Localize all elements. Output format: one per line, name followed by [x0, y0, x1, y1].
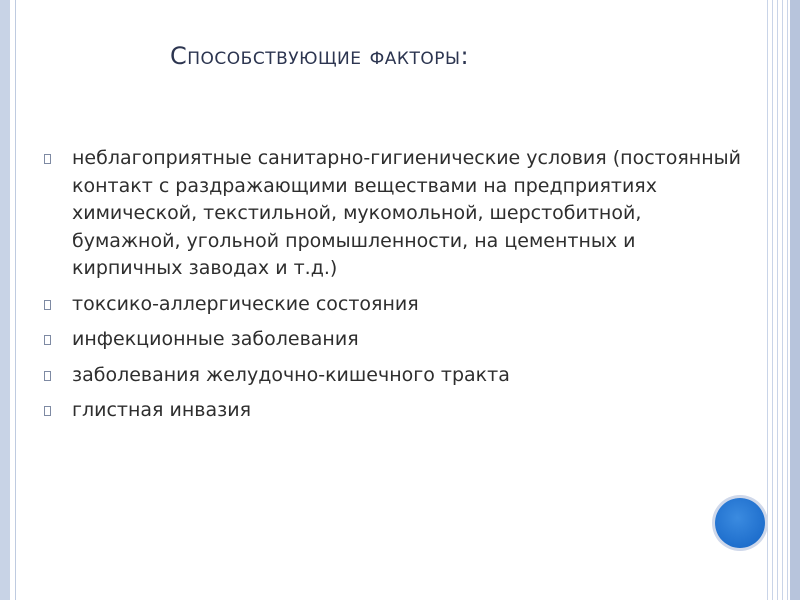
- bullet-square-icon: [44, 371, 51, 381]
- slide-title: Способствующие факторы:: [170, 42, 470, 70]
- decorative-blue-circle: [715, 498, 765, 548]
- bullet-item: [44, 145, 744, 283]
- slide-content: [44, 145, 744, 433]
- bullet-item: [44, 397, 744, 425]
- bullet-text: токсико-аллергические состояния: [72, 292, 419, 315]
- bullet-square-icon: [44, 335, 51, 345]
- bullet-item: [44, 362, 744, 390]
- left-border-bar: [0, 0, 10, 600]
- bullet-list: [44, 145, 744, 425]
- bullet-item: [44, 291, 744, 319]
- bullet-square-icon: [44, 406, 51, 416]
- bullet-text: неблагоприятные санитарно-гигиенические условия (постоянный контакт с раздражающими веществами на предприятиях химической, текстильной, мукомольной, шерстобитной, бумажной, угольной промышленности, на цементных и кирпичных заводах и т.д.): [72, 147, 741, 279]
- bullet-text: инфекционные заболевания: [72, 328, 359, 350]
- bullet-item: [44, 326, 744, 354]
- bullet-square-icon: [44, 300, 51, 310]
- left-border-rule: [15, 0, 16, 600]
- right-border-bar: [790, 0, 800, 600]
- bullet-square-icon: [44, 154, 51, 164]
- bullet-text: глистная инвазия: [72, 399, 252, 421]
- bullet-text: заболевания желудочно-кишечного тракта: [72, 363, 510, 386]
